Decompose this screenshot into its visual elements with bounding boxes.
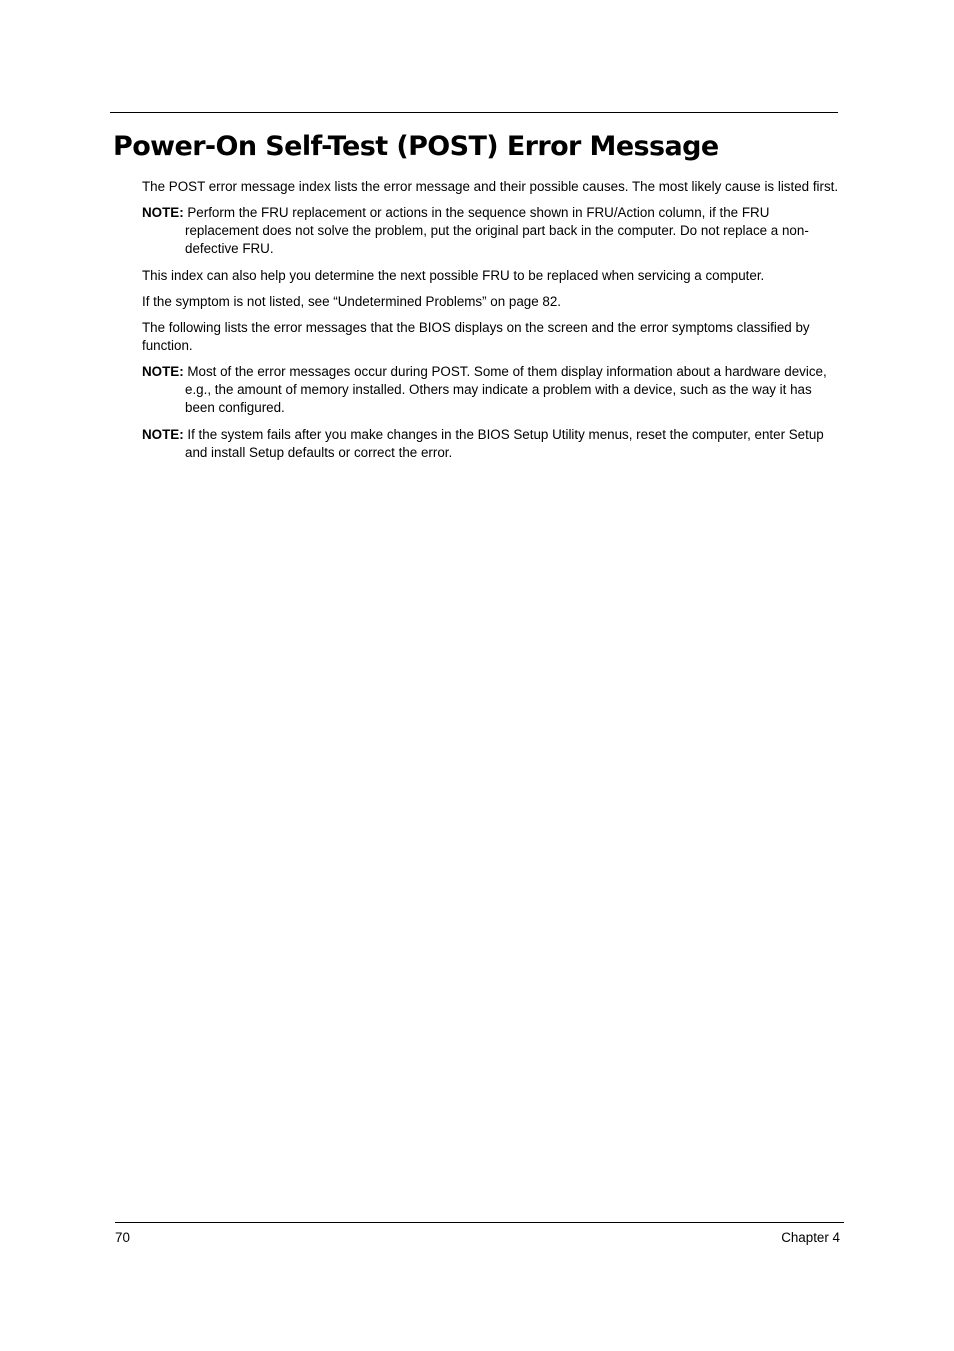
note-fru-sequence [142, 204, 840, 258]
paragraph-index-help: This index can also help you determine the next possible FRU to be replaced when servicing a computer. [142, 268, 765, 283]
header-rule [110, 112, 838, 113]
note-text: Most of the error messages occur during POST. Some of them display information about a hardware device, e.g., the amount of memory installed. Others may indicate a problem with a device, such as the way it has been configured. [183, 364, 827, 415]
paragraph-error-list-intro: The following lists the error messages that the BIOS displays on the screen and the error symptoms classified by function. [142, 320, 810, 353]
footer-rule [115, 1222, 844, 1223]
note-label: NOTE: [142, 205, 184, 220]
chapter-label: Chapter 4 [781, 1230, 840, 1245]
note-bios-setup [142, 426, 840, 462]
page-title: Power-On Self-Test (POST) Error Message [113, 131, 719, 162]
note-text: If the system fails after you make changes in the BIOS Setup Utility menus, reset the computer, enter Setup and install Setup defaults or correct the error. [183, 427, 824, 460]
paragraph-intro: The POST error message index lists the error message and their possible causes. The most likely cause is listed first. [142, 179, 839, 194]
note-label: NOTE: [142, 364, 184, 379]
note-text: Perform the FRU replacement or actions in the sequence shown in FRU/Action column, if the FRU replacement does not solve the problem, put the original part back in the computer. Do not replace a non-defective FRU. [183, 205, 809, 256]
paragraph-symptom-reference: If the symptom is not listed, see “Undetermined Problems” on page 82. [142, 294, 562, 309]
note-post-messages [142, 363, 840, 417]
note-label: NOTE: [142, 427, 184, 442]
page-number: 70 [115, 1230, 130, 1245]
body-content [142, 178, 840, 471]
